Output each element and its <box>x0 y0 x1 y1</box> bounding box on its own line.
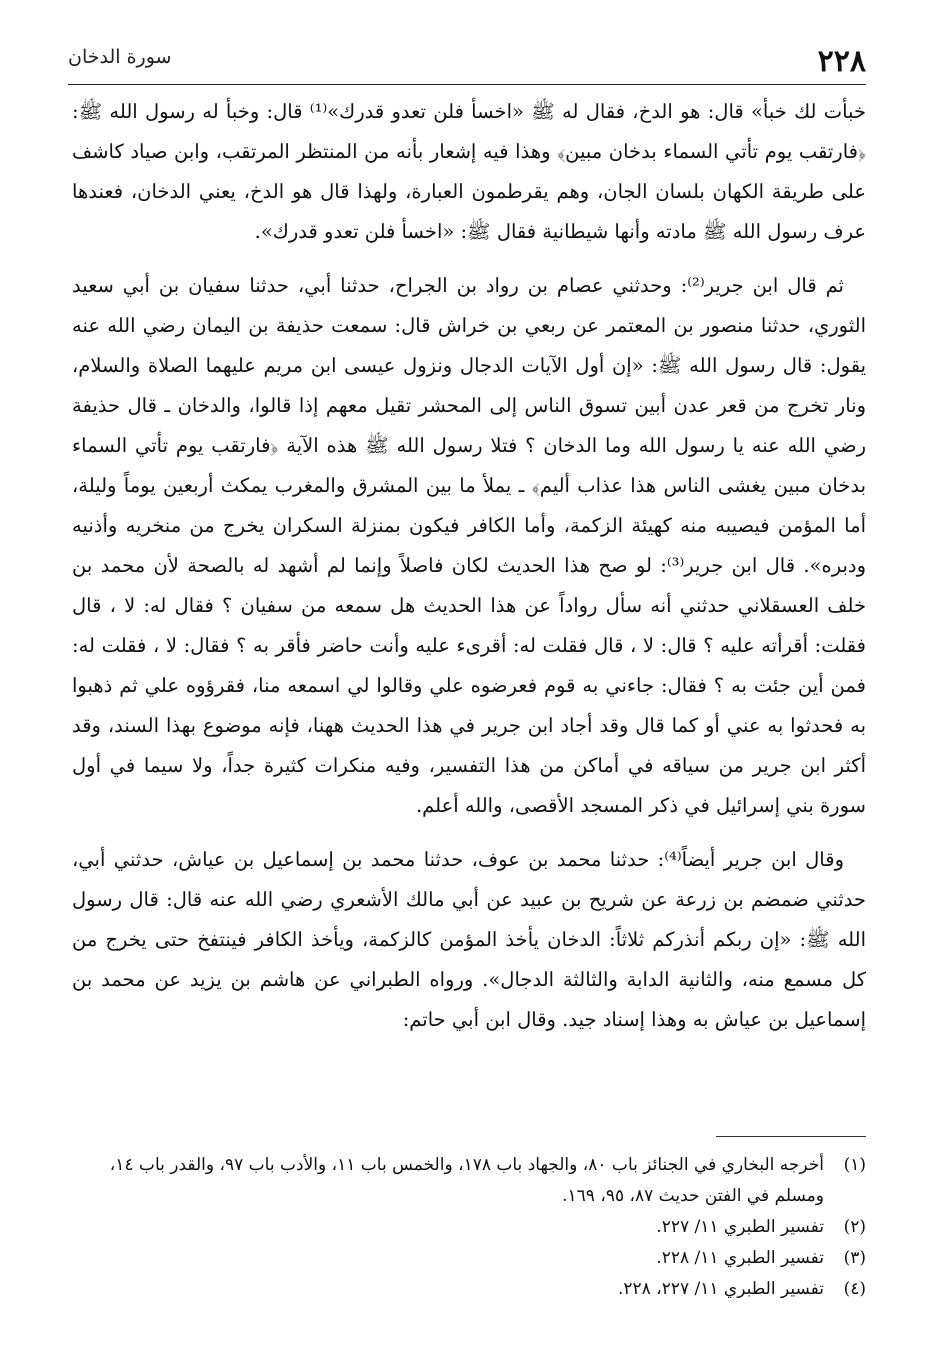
footnote <box>72 1212 866 1243</box>
surah-title: سورة الدخان <box>68 46 172 68</box>
page-number: ٢٢٨ <box>817 44 866 79</box>
footnote <box>72 1150 866 1212</box>
footnote-number: (٢) <box>843 1217 866 1237</box>
main-text <box>72 92 866 1054</box>
footnote <box>72 1274 866 1305</box>
footnote-number: (١) <box>843 1155 866 1175</box>
paragraph: خبأت لك خبأ» قال: هو الدخ، فقال له ﷺ «اخسأ فلن تعدو قدرك»⁽¹⁾ قال: وخبأ له رسول الله ﷺ: ﴿فارتقب يوم تأتي السماء بدخان مبين﴾ وهذا فيه إشعار بأنه من المنتظر المرتقب، وابن صياد كاشف على طريقة الكهان بلسان الجان، وهم يقرطمون العبارة، ولهذا قال هو الدخ، يعني الدخان، فعندها عرف رسول الله ﷺ مادته وأنها شيطانية فقال ﷺ: «اخسأ فلن تعدو قدرك». <box>72 100 866 243</box>
footnote <box>72 1243 866 1274</box>
footnote-number: (٤) <box>843 1279 866 1299</box>
footnote-text: أخرجه البخاري في الجنائز باب ٨٠، والجهاد باب ١٧٨، والخمس باب ١١، والأدب باب ٩٧، والقدر باب ١٤، ومسلم في الفتن حديث ٨٧، ٩٥، ١٦٩. <box>109 1155 824 1206</box>
header-divider <box>68 84 866 85</box>
footnote-divider <box>716 1136 866 1137</box>
footnote-text: تفسير الطبري ١١/ ٢٢٧، ٢٢٨. <box>618 1279 824 1299</box>
footnote-text: تفسير الطبري ١١/ ٢٢٨. <box>656 1248 824 1268</box>
running-header <box>68 44 866 84</box>
footnotes <box>72 1150 866 1305</box>
footnote-number: (٣) <box>843 1248 866 1268</box>
paragraph: ثم قال ابن جرير⁽²⁾: وحدثني عصام بن رواد بن الجراح، حدثنا أبي، حدثنا سفيان بن أبي سعيد الثوري، حدثنا منصور بن المعتمر عن ربعي بن خراش قال: سمعت حذيفة بن اليمان رضي الله عنه يقول: قال رسول الله ﷺ: «إن أول الآيات الدجال ونزول عيسى ابن مريم عليهما الصلاة والسلام، ونار تخرج من قعر عدن أبين تسوق الناس إلى المحشر تقيل معهم إذا قالوا، والدخان ـ قال حذيفة رضي الله عنه يا رسول الله وما الدخان ؟ فتلا رسول الله ﷺ هذه الآية ﴿فارتقب يوم تأتي السماء بدخان مبين يغشى الناس هذا عذاب أليم﴾ ـ يملأ ما بين المشرق والمغرب يمكث أربعين يوماً وليلة، أما المؤمن فيصيبه منه كهيئة الزكمة، وأما الكافر فيكون بمنزلة السكران يخرج من منخريه وأذنيه ودبره». قال ابن جرير⁽³⁾: لو صح هذا الحديث لكان فاصلاً وإنما لم أشهد له بالصحة لأن محمد بن خلف العسقلاني حدثني أنه سأل رواداً عن هذا الحديث هل سمعه من سفيان ؟ فقال له: لا ، قال فقلت: أقرأته عليه ؟ قال: لا ، قال فقلت له: أقرىء عليه وأنت حاضر فأقر به ؟ فقال: لا ، فقلت له: فمن أين جئت به ؟ فقال: جاءني به قوم فعرضوه علي وقالوا لي اسمعه منا، فقرؤوه علي ثم ذهبوا به فحدثوا به عني أو كما قال وقد أجاد ابن جرير في هذا الحديث ههنا، فإنه موضوع بهذا السند، وقد أكثر ابن جرير من سياقه في أماكن من هذا التفسير، وفيه منكرات كثيرة جداً، ولا سيما في أول سورة بني إسرائيل في ذكر المسجد الأقصى، والله أعلم. <box>72 274 866 817</box>
paragraph: وقال ابن جرير أيضاً⁽⁴⁾: حدثنا محمد بن عوف، حدثنا محمد بن إسماعيل بن عياش، حدثني أبي، حدثني ضمضم بن زرعة عن شريح بن عبيد عن أبي مالك الأشعري رضي الله عنه قال: قال رسول الله ﷺ: «إن ربكم أنذركم ثلاثاً: الدخان يأخذ المؤمن كالزكمة، ويأخذ الكافر فينتفخ حتى يخرج من كل مسمع منه، والثانية الدابة والثالثة الدجال». ورواه الطبراني عن هاشم بن يزيد عن محمد بن إسماعيل بن عياش به وهذا إسناد جيد. وقال ابن أبي حاتم: <box>72 848 866 1031</box>
footnote-text: تفسير الطبري ١١/ ٢٢٧. <box>656 1217 824 1237</box>
